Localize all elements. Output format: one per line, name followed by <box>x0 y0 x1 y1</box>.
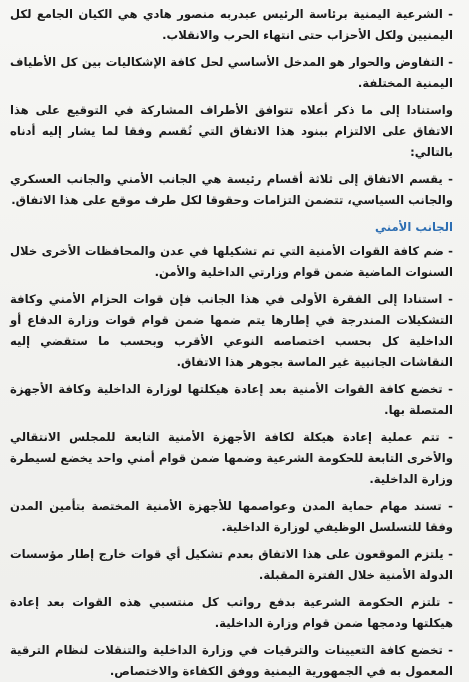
paragraph-dialogue: - التفاوض والحوار هو المدخل الأساسي لحل كافة الإشكاليات بين كل الأطياف اليمنية المختلفة. <box>10 55 453 90</box>
paragraph-security-8: - تخضع كافة التعيينات والترقيات في وزارة الداخلية والتنقلات لنظام الترقية المعمول به في الجمهورية اليمنية ووفق الكفاءة والاختصاص. <box>10 643 453 678</box>
section-heading-security: الجانب الأمني <box>375 220 453 234</box>
paragraph-security-4: - تتم عملية إعادة هيكلة لكافة الأجهزة الأمنية التابعة للمجلس الانتقالي والأخرى التابعة للحكومة الشرعية وضمها ضمن قوام أمني واحد يخضع لسيطرة وزارة الداخلية. <box>10 430 453 486</box>
paragraph-commitment: واستنادا إلى ما ذكر أعلاه تتوافق الأطراف المشاركة في التوقيع على هذا الاتفاق على الالتزام ببنود هذا الاتفاق التي تُقسم وفقا لما يشار إليه أدناه بالتالي: <box>10 103 453 159</box>
paragraph-legitimacy: - الشرعية اليمنية برئاسة الرئيس عبدربه منصور هادي هي الكيان الجامع لكل اليمنيين ولكل الأحزاب حتى انتهاء الحرب والانقلاب. <box>10 7 453 42</box>
paragraph-security-1: - ضم كافة القوات الأمنية التي تم تشكيلها في عدن والمحافظات الأخرى خلال السنوات الماضية ضمن قوام وزارتي الداخلية والأمن. <box>10 244 453 279</box>
paragraph-agreement-sections: - يقسم الاتفاق إلى ثلاثة أقسام رئيسة هي الجانب الأمني والجانب العسكري والجانب السياسي، تتضمن التزامات وحقوقا لكل طرف موقع على هذا الاتفاق. <box>10 172 453 207</box>
paragraph-security-2: - استنادا إلى الفقرة الأولى في هذا الجانب فإن قوات الحزام الأمني وكافة التشكيلات المندرجة في إطارها يتم ضمها ضمن قوام قوات وزارة الدفاع أو الداخلية كل بحسب اختصاصه النوعي الأقرب وبحسب ما ستقضي إليه النقاشات الجانبية غير الماسة بجوهر هذا الاتفاق. <box>10 292 453 369</box>
paragraph-security-3: - تخضع كافة القوات الأمنية بعد إعادة هيكلتها لوزارة الداخلية وكافة الأجهزة المتصلة بها. <box>10 382 453 417</box>
paragraph-security-5: - تسند مهام حماية المدن وعواصمها للأجهزة الأمنية المختصة بتأمين المدن وفقا للتسلسل الوظيفي لوزارة الداخلية. <box>10 499 453 534</box>
paragraph-security-6: - يلتزم الموقعون على هذا الاتفاق بعدم تشكيل أي قوات خارج إطار مؤسسات الدولة الأمنية خلال الفترة المقبلة. <box>10 547 453 582</box>
paragraph-security-7: - تلتزم الحكومة الشرعية بدفع رواتب كل منتسبي هذه القوات بعد إعادة هيكلتها ودمجها ضمن قوام وزارة الداخلية. <box>10 595 453 630</box>
